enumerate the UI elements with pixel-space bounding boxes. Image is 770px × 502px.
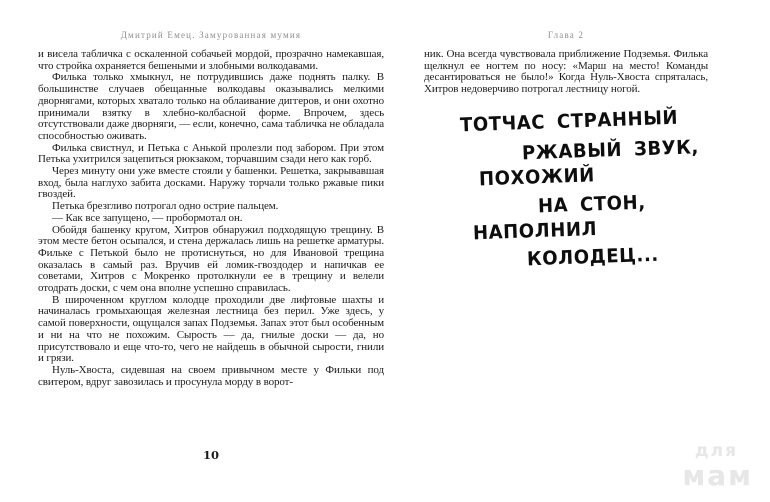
right-running-head: Глава 2: [547, 30, 585, 40]
paragraph: Обойдя башенку кругом, Хитров обнаружил подходящую трещину. В этом месте бетон осыпался, и стена держалась лишь на решетке арматуры. Фильке с Петькой было не протиснуться, но для Ивановой трещина оказалась в самый раз. Вручив ей ломик-гвоздодер и напичкав ее советами, Хитров с Мокренко протолкнули ее в трещину и велели отодрать доски, с чем она вполне успешно справилась.: [38, 223, 384, 295]
right-page: [424, 0, 708, 502]
paragraph: Филька свистнул, и Петька с Анькой пролезли под забором. При этом Петька ухитрился зацепиться рюкзаком, торчавшим сзади него как горб.: [38, 141, 384, 166]
display-line: РЖАВЫЙ ЗВУК,: [521, 136, 700, 165]
paragraph: Петька брезгливо потрогал одно острие пальцем.: [52, 200, 279, 213]
display-line: НА СТОН,: [537, 191, 647, 218]
left-body-text: [38, 49, 384, 388]
paragraph: ник. Она всегда чувствовала приближение Подземья. Филька щелкнул ее ногтем по носу: «Марш на место! Команды десантироваться не было!» Когда Нуль-Хвоста спряталась, Хитров недоверчиво потрогал лестницу ногой.: [424, 48, 708, 96]
paragraph: и висела табличка с оскаленной собачьей мордой, прозрачно намекавшая, что стройка охраняется бешеными и злобными волкодавами.: [38, 48, 384, 72]
page-number: 10: [202, 448, 219, 462]
display-line: НАПОЛНИЛ: [472, 218, 598, 245]
paragraph: Через минуту они уже вместе стояли у башенки. Решетка, закрывавшая вход, была наглухо забита досками. Наружу торчали только ржавые пики гвоздей.: [38, 165, 384, 201]
paragraph: — Как все запущено, — пробормотал он.: [52, 211, 243, 224]
paragraph: В широченном круглом колодце проходили две лифтовые шахты и начиналась громыхающая железная лестница без перил. Уже здесь, у самой поверхности, ощущался запах Подземья. Запах этот был особенным и ни на что не похожим. Сырость — да, гнилые доски — да, но присутствовало и еще что-то, чего не найдешь в обычной сырости, гнили и грязи.: [38, 293, 384, 365]
display-line: КОЛОДЕЦ...: [526, 243, 660, 271]
watermark-line-2: мам: [682, 459, 753, 492]
left-page: [38, 0, 384, 502]
left-running-head: Дмитрий Емец. Замурованная мумия: [120, 30, 302, 40]
right-body-text: [424, 49, 708, 96]
paragraph: Филька только хмыкнул, не потрудившись даже поднять палку. В большинстве случаев обещанные волкодавы оказывались мелкими дворнягами, которых хватало только на облаивание диггеров, и они охотно принимали взятку в хлебно-колбасной форме. Впрочем, здесь отсутствовали даже дворняги, — если, конечно, сама табличка не обладала способностью оживать.: [38, 71, 384, 142]
display-line: ПОХОЖИЙ: [478, 164, 596, 191]
display-line: ТОТЧАС СТРАННЫЙ: [459, 106, 679, 137]
paragraph: Нуль-Хвоста, сидевшая на своем привычном месте у Фильки под свитером, вдруг завозилась и просунула морду в ворот-: [38, 363, 384, 388]
dlya-mam-watermark: [682, 443, 753, 490]
watermark-line-1: для: [694, 441, 738, 461]
